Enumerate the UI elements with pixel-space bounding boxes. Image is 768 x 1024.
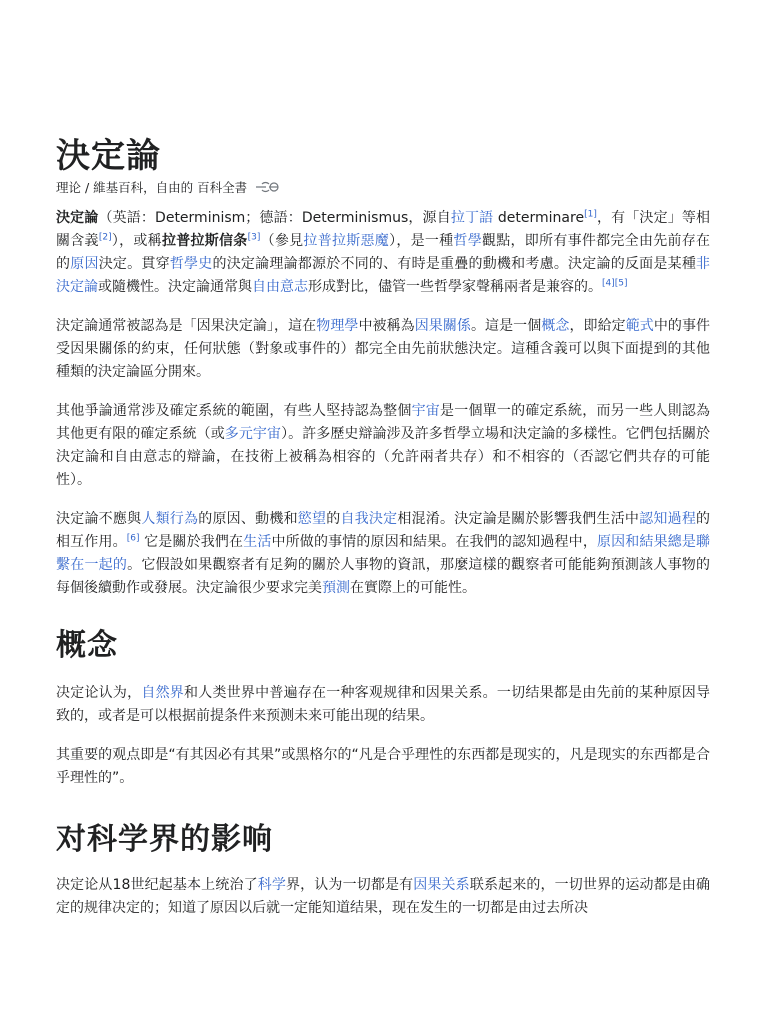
ref-1[interactable]: [1] [584, 209, 597, 220]
text: 其重要的观点即是“有其因必有其果”或黑格尔的“凡是合乎理性的东西都是现实的，凡是现实的东西都是合乎理性的”。 [56, 747, 710, 786]
article-body [56, 207, 710, 936]
text: 中所做的事情的原因和結果。在我們的認知過程中， [271, 534, 597, 550]
text: 决定论从18世纪起基本上统治了 [56, 877, 258, 893]
text: ），是一種 [389, 233, 454, 249]
text: determinare [493, 210, 585, 226]
text: ，有「決定」等相關含義 [56, 210, 711, 249]
text: 中的事件受因果關係的約束，任何狀態（對象或事件的）都完全由先前狀態決定。這種含義可以與下面提到的其他種類的決定論區分開來。 [56, 318, 711, 380]
text: 形成對比，儘管一些哲學家聲稱兩者是兼容的。 [308, 279, 602, 295]
subtitle-text: 理论 / 維基百科，自由的 百科全書 [56, 180, 248, 195]
text: （英語：Determinism；德語：Determinismus，源自 [98, 210, 451, 226]
link-latin[interactable]: 拉丁語 [450, 210, 494, 226]
link-philosophy[interactable]: 哲學 [453, 233, 482, 249]
text: 決定。貫穿 [98, 256, 170, 272]
text: 其他爭論通常涉及確定系統的範圍，有些人堅持認為整個 [56, 403, 412, 419]
paragraph-intro [56, 207, 710, 299]
text: 。這是一個 [470, 318, 542, 334]
section-heading-concept: 概念 [56, 628, 118, 663]
ref-3[interactable]: [3] [247, 232, 261, 243]
ref-4-5[interactable]: [4][5] [602, 278, 628, 289]
text: （參見 [260, 233, 304, 249]
text: 决定论认为， [56, 685, 142, 701]
ref-6[interactable]: [6] [126, 533, 140, 544]
link-concept[interactable]: 概念 [541, 318, 570, 334]
text: 或隨機性。決定論通常與 [98, 279, 252, 295]
paragraph-causal [56, 315, 710, 384]
text: 的相互作用。 [56, 511, 711, 550]
text: 是一個單一的確定系統，而另一些人則認為其他更有限的確定系統（或 [56, 403, 711, 442]
text: 的決定論理論都源於不同的、有時是重疊的動機和考慮。決定論的反面是某種 [212, 256, 697, 272]
link-universe[interactable]: 宇宙 [411, 403, 441, 419]
link-desire[interactable]: 慾望 [297, 511, 327, 527]
paragraph-scope [56, 400, 710, 492]
link-laplace-demon[interactable]: 拉普拉斯惡魔 [303, 233, 390, 249]
link-science[interactable]: 科学 [257, 877, 287, 893]
link-nature[interactable]: 自然界 [141, 685, 185, 701]
text: 。它假設如果觀察者有足夠的關於人事物的資訊，那麼這樣的觀察者可能能夠預測該人事物的每個後續動作或發展。決定論很少要求完美 [56, 557, 711, 596]
link-cause-and-effect[interactable]: 原因和結果總是聯繫在一起的 [56, 534, 711, 573]
link-causality[interactable]: 因果關係 [414, 318, 471, 334]
text: ），或稱 [111, 233, 162, 249]
paragraph-concept-1 [56, 682, 710, 728]
link-life[interactable]: 生活 [243, 534, 272, 550]
text: 在實際上的可能性。 [350, 580, 476, 596]
link-paradigm[interactable]: 範式 [625, 318, 654, 334]
text: 的原因、動機和 [198, 511, 298, 527]
page-title: 決定論 [56, 136, 161, 176]
link-self-determination[interactable]: 自我決定 [340, 511, 398, 527]
text: 相混淆。決定論是關於影響我們生活中 [397, 511, 640, 527]
link-cause[interactable]: 原因 [70, 256, 99, 272]
text: 中被稱為 [358, 318, 415, 334]
link-human-behavior[interactable]: 人類行為 [141, 511, 199, 527]
section-heading-impact: 对科学界的影响 [56, 822, 273, 857]
text: 決定論通常被認為是「因果決定論」，這在 [56, 318, 317, 334]
term-laplace-creed: 拉普拉斯信条 [161, 233, 248, 249]
text: 界，认为一切都是有 [286, 877, 414, 893]
text: 觀點，即所有事件都完全由先前存在的 [56, 233, 711, 272]
link-indeterminism[interactable]: 非決定論 [56, 256, 711, 295]
term-determinism: 決定論 [56, 210, 99, 226]
text: 它是關於我們在 [139, 534, 244, 550]
text: 联系起来的，一切世界的运动都是由确定的规律决定的；知道了原因以后就一定能知道结果，现在发生的一切都是由过去所决 [56, 877, 711, 916]
link-cognitive-process[interactable]: 認知過程 [639, 511, 697, 527]
text: ）。許多歷史辯論涉及許多哲學立場和決定論的多樣性。它們包括關於決定論和自由意志的辯論，在技術上被稱為相容的（允許兩者共存）和不相容的（否認它們共存的可能性）。 [56, 426, 711, 488]
paragraph-impact [56, 874, 710, 920]
text: 的 [326, 511, 341, 527]
paragraph-human-action [56, 508, 710, 600]
link-history-of-philosophy[interactable]: 哲學史 [169, 256, 213, 272]
text: 決定論不應與 [56, 511, 142, 527]
link-free-will[interactable]: 自由意志 [252, 279, 308, 295]
site-subtitle [56, 178, 281, 196]
ref-2[interactable]: [2] [98, 232, 112, 243]
wikipedia-link-icon[interactable] [255, 181, 281, 196]
link-prediction[interactable]: 預測 [322, 580, 350, 596]
text: ，即給定 [569, 318, 626, 334]
link-causal-relation[interactable]: 因果关系 [413, 877, 470, 893]
text: 和人类世界中普遍存在一种客观规律和因果关系。一切结果都是由先前的某种原因导致的，或者是可以根据前提条件来预测未来可能出现的结果。 [56, 685, 711, 724]
link-physics[interactable]: 物理學 [316, 318, 359, 334]
paragraph-concept-2 [56, 744, 710, 790]
link-multiverse[interactable]: 多元宇宙 [224, 426, 282, 442]
